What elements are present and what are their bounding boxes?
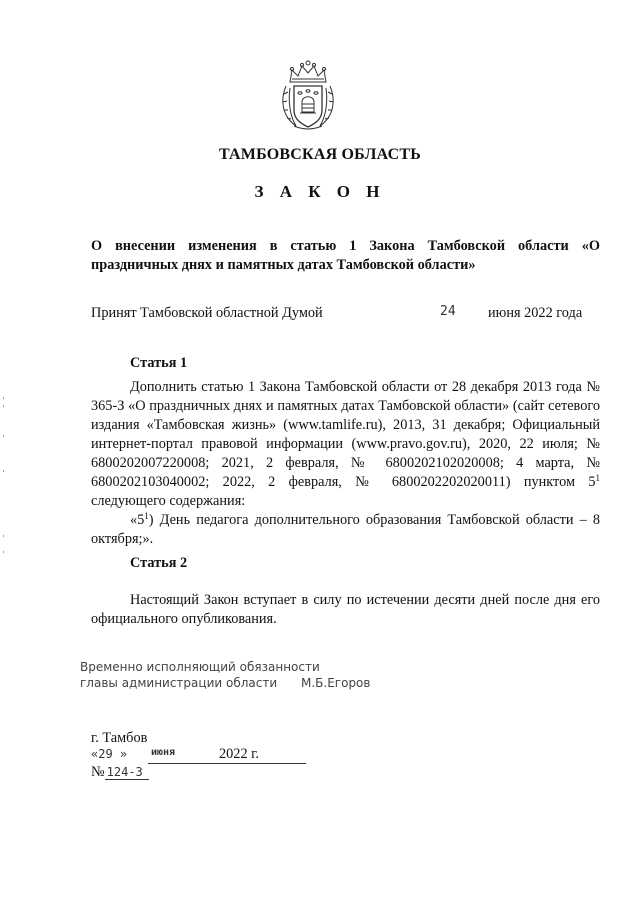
article-1-text: Дополнить статью 1 Закона Тамбовской области от 28 декабря 2013 года № 365-З «О праздничных днях и памятных датах Тамбовской области» (сайт сетевого издания «Тамбовская жизнь» (www.tamlife.ru), 2013, 31 декабря; Официальный интернет-портал правовой информации (www.pravo.gov.ru), 2020, 22 июля; № 6800202007220008; 2021, 2 февраля, № 6800202102020008; 4 марта, № 6800202103040002; 2022, 2 февраля, № 6800202202020011) пунктом 5 xyxy=(91,379,600,490)
law-number xyxy=(91,764,149,781)
item-number: «5 xyxy=(130,512,145,528)
number-sign: № xyxy=(91,764,105,780)
date-month: июня xyxy=(151,747,176,758)
item-text: ) День педагога дополнительного образования Тамбовской области – 8 октября;». xyxy=(91,512,600,547)
signatory-role-line-2: главы администрации области xyxy=(80,676,278,690)
article-2-body xyxy=(91,591,600,629)
article-1-paragraph-2 xyxy=(91,511,600,549)
region-title: ТАМБОВСКАЯ ОБЛАСТЬ xyxy=(218,146,422,163)
article-2-paragraph: Настоящий Закон вступает в силу по истечении десяти дней после дня его официального опубликования. xyxy=(91,592,600,627)
city: г. Тамбов xyxy=(91,730,148,746)
date-day xyxy=(91,746,127,763)
adopted-by-label: Принят Тамбовской областной Думой xyxy=(91,305,323,321)
tambov-coat-of-arms-icon xyxy=(278,60,338,132)
article-2-heading: Статья 2 xyxy=(130,555,188,571)
superscript: 1 xyxy=(595,473,600,483)
law-subject-title: О внесении изменения в статью 1 Закона Тамбовской области «О праздничных днях и памятных датах Тамбовской области» xyxy=(91,238,600,273)
date-month-underline xyxy=(148,763,306,764)
signatory-role-line-1: Временно исполняющий обязанности xyxy=(80,660,320,674)
article-1-paragraph-1 xyxy=(91,378,600,511)
date-year: 2022 г. xyxy=(219,746,259,762)
signatory-name: М.Б.Егоров xyxy=(301,676,371,690)
article-1-heading: Статья 1 xyxy=(130,355,188,371)
adopted-month-year: июня 2022 года xyxy=(488,305,583,321)
document-type-title: З А К О Н xyxy=(254,182,386,201)
signing-date xyxy=(91,746,311,766)
number-value: 124-З xyxy=(105,765,149,780)
adopted-day: 24 xyxy=(440,304,456,319)
article-1-body xyxy=(91,378,600,549)
date-day-value: «29 » xyxy=(91,747,128,761)
margin-scan-marks xyxy=(2,395,6,555)
superscript: 1 xyxy=(144,511,149,521)
article-1-text-end: следующего содержания: xyxy=(91,493,246,509)
